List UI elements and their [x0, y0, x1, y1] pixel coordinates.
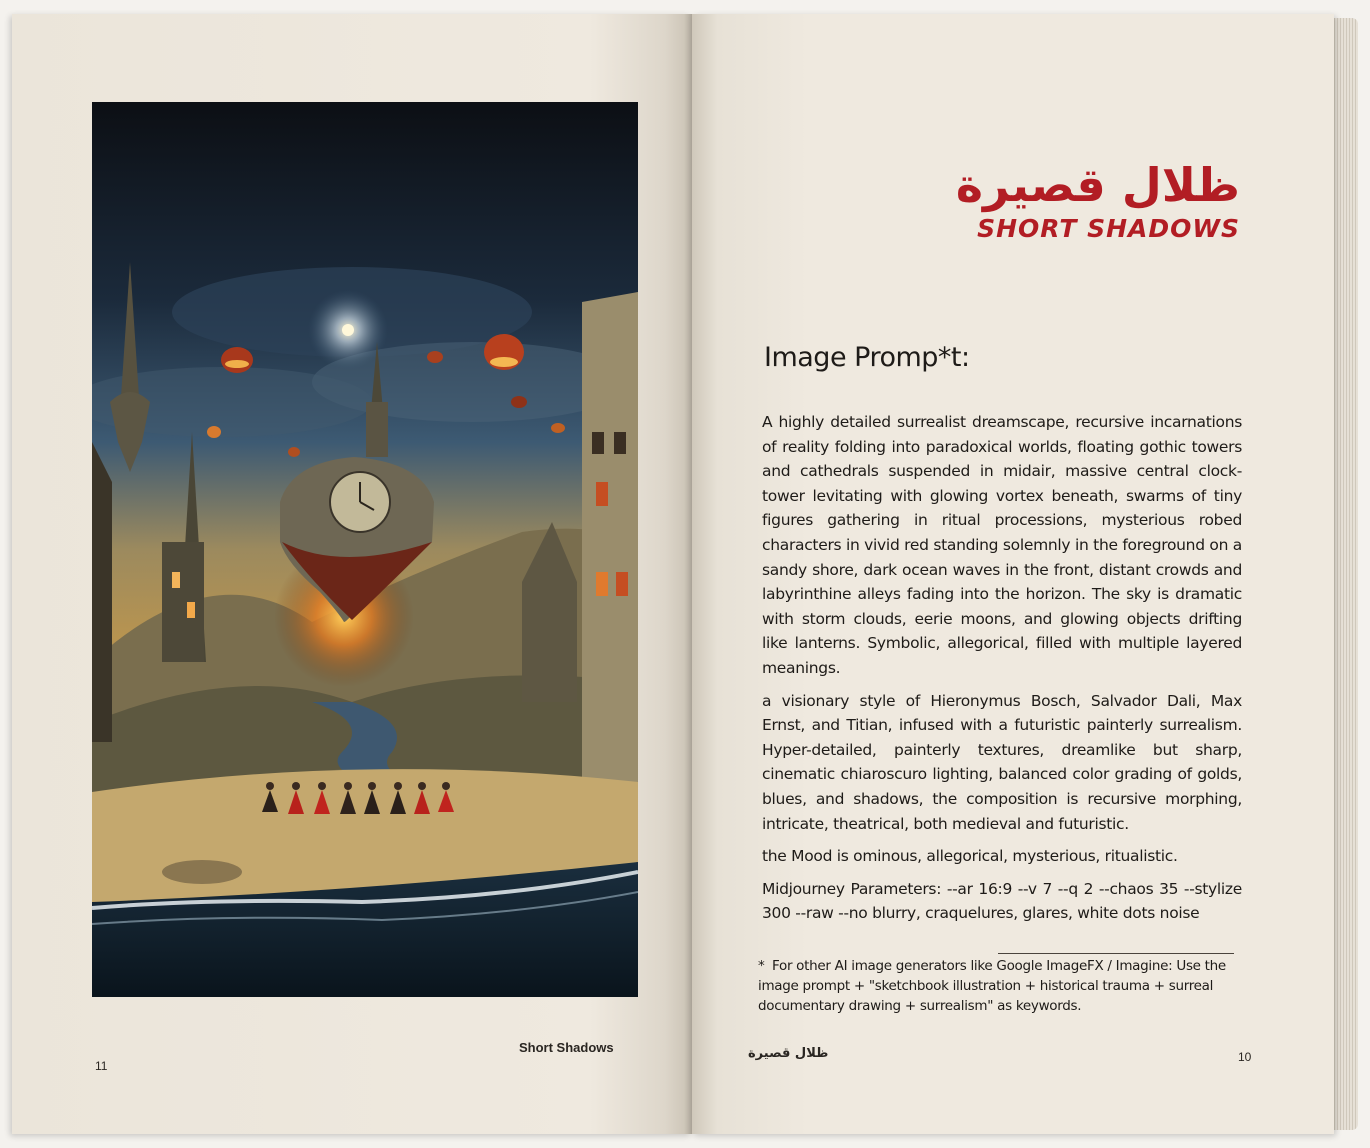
left-page [12, 14, 692, 1134]
parameters-paragraph: Midjourney Parameters: --ar 16:9 --v 7 --q 2 --chaos 35 --stylize 300 --raw --no blurry, craquelures, glares, white dots noise [762, 879, 1242, 923]
right-running-footer: ظلال قصيرة [748, 1046, 829, 1061]
right-page-number: 10 [1238, 1050, 1252, 1064]
footnote-divider [998, 953, 1234, 954]
style-paragraph: a visionary style of Hieronymus Bosch, Salvador Dali, Max Ernst, and Titian, infused with a futuristic painterly surrealism. Hyper-detailed, painterly textures, dreamlike but sharp, cinematic chiaroscuro lighting, balanced color grading of golds, blues, and shadows, the composition is recursive morphing, intricate, theatrical, both medieval and futuristic. [762, 691, 1242, 833]
page-edges [1332, 18, 1358, 1130]
footnote [758, 956, 1238, 1016]
title-english: SHORT SHADOWS [977, 214, 1240, 243]
prompt-heading: Image Promp*t: [764, 342, 970, 373]
surreal-painting-illustration [92, 102, 638, 997]
footnote-mark: * [758, 958, 765, 974]
mood-paragraph: the Mood is ominous, allegorical, mysterious, ritualistic. [762, 847, 1178, 866]
book-title-block [956, 158, 1240, 243]
painting-artwork [92, 102, 638, 997]
open-book [8, 8, 1358, 1140]
footnote-text: For other AI image generators like Google ImageFX / Imagine: Use the image prompt + "sketchbook illustration + historical trauma + surreal documentary drawing + surrealism" as keywords. [758, 958, 1226, 1014]
prompt-body [762, 410, 1242, 934]
left-page-number: 11 [95, 1059, 108, 1073]
title-arabic: ظلال قصيرة [955, 158, 1240, 212]
prompt-paragraph: A highly detailed surrealist dreamscape, recursive incarnations of reality folding into paradoxical worlds, floating gothic towers and cathedrals suspended in midair, massive central clock-tower levitating with glowing vortex beneath, swarms of tiny figures gathering in ritual processions, mysterious robed characters in vivid red standing solemnly in the foreground on a sandy shore, dark ocean waves in the front, distant crowds and labyrinthine alleys fading into the horizon. The sky is dramatic with storm clouds, eerie moons, and glowing objects drifting like lanterns. Symbolic, allegorical, filled with multiple layered meanings. [762, 413, 1242, 677]
left-running-footer: Short Shadows [519, 1040, 614, 1055]
